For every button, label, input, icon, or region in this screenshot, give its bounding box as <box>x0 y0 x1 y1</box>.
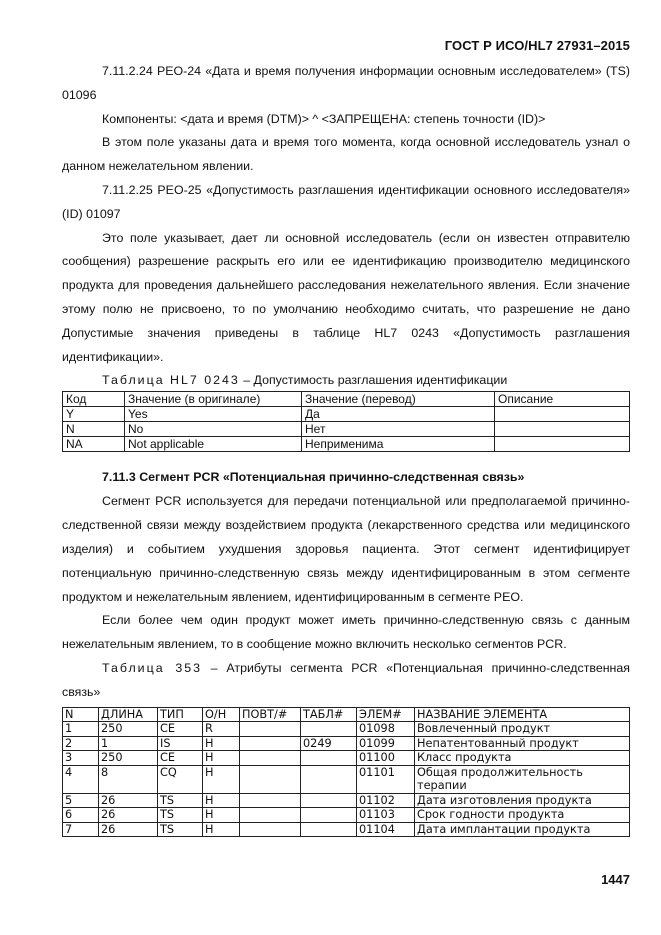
table-cell: Общая продолжительность терапии <box>415 765 630 793</box>
table-cell: 01101 <box>357 765 415 793</box>
table-cell <box>301 765 357 793</box>
table-cell: 8 <box>99 765 158 793</box>
table-cell: 1 <box>63 722 99 737</box>
table-cell: Н <box>203 736 240 751</box>
table-cell <box>301 822 357 837</box>
table-cell: TS <box>158 793 203 808</box>
table-cell: 01102 <box>357 793 415 808</box>
table-0243-caption <box>62 369 630 391</box>
section-peo24-components: Компоненты: <дата и время (DTM)> ^ <ЗАПРЕЩЕНА: степень точности (ID)> <box>102 111 546 126</box>
table-cell: 26 <box>99 822 158 837</box>
table-cell <box>301 722 357 737</box>
table-header-cell: Описание <box>495 392 630 407</box>
table-cell: 7 <box>63 822 99 837</box>
table-header-cell: ТАБЛ# <box>301 707 357 722</box>
table-cell: Да <box>302 407 495 422</box>
table-cell: 26 <box>99 808 158 823</box>
table-row <box>63 736 630 751</box>
table-header-cell: О/Н <box>203 707 240 722</box>
section-peo24-title: 7.11.2.24 PEO-24 «Дата и время получения информации основным исследователем» (TS) 01096 <box>62 64 630 102</box>
table-header-cell: НАЗВАНИЕ ЭЛЕМЕНТА <box>415 707 630 722</box>
table-header-row <box>63 392 630 407</box>
table-cell: 6 <box>63 808 99 823</box>
table-header-cell: ПОВТ/# <box>240 707 301 722</box>
table-row <box>63 422 630 437</box>
table-cell: 3 <box>63 751 99 766</box>
table-cell <box>240 751 301 766</box>
table-cell <box>240 808 301 823</box>
table-cell: 5 <box>63 793 99 808</box>
table-header-cell: Значение (перевод) <box>302 392 495 407</box>
table-row <box>63 793 630 808</box>
section-peo25-title: 7.11.2.25 PEO-25 «Допустимость разглашения идентификации основного исследователя» (ID) 01097 <box>62 182 630 221</box>
table-cell <box>240 736 301 751</box>
table-cell <box>495 422 630 437</box>
table-cell: 01098 <box>357 722 415 737</box>
table-cell: Н <box>203 822 240 837</box>
table-cell: No <box>125 422 302 437</box>
table-cell: Н <box>203 751 240 766</box>
table-cell <box>240 822 301 837</box>
table-cell: Непатентованный продукт <box>415 736 630 751</box>
page-number: 1447 <box>601 872 630 887</box>
table-cell: 01104 <box>357 822 415 837</box>
table-cell: R <box>203 722 240 737</box>
section-peo25-body: Это поле указывает, дает ли основной исследователь (если он известен отправителю сообщения) разрешение раскрыть его или ее идентификацию производителю медицинского продукта для проведения дальнейшего расследования нежелательного явления. Если значение этому полю не присвоено, то по умолчанию необходимо считать, что разрешение не дано Допустимые значения приведены в таблице HL7 0243 «Допустимость разглашения идентификации». <box>62 230 630 364</box>
table-cell: TS <box>158 808 203 823</box>
table-cell: 01099 <box>357 736 415 751</box>
table-cell: Класс продукта <box>415 751 630 766</box>
section-pcr-para2: Если более чем один продукт может иметь причинно-следственную связь с данным нежелательным явлением, то в сообщение можно включить несколько сегментов PCR. <box>62 613 630 652</box>
table-cell: 01100 <box>357 751 415 766</box>
table-cell <box>301 751 357 766</box>
table-cell: Y <box>63 407 125 422</box>
table-row <box>63 751 630 766</box>
table-cell: CE <box>158 722 203 737</box>
table-cell: Yes <box>125 407 302 422</box>
table-cell: CE <box>158 751 203 766</box>
table-row <box>63 722 630 737</box>
table-cell <box>301 808 357 823</box>
table-cell <box>240 765 301 793</box>
table-cell <box>240 793 301 808</box>
table-cell: Срок годности продукта <box>415 808 630 823</box>
section-pcr-heading: 7.11.3 Сегмент PCR «Потенциальная причинно-следственная связь» <box>102 470 525 485</box>
table-cell: Н <box>203 808 240 823</box>
table-cell: Дата изготовления продукта <box>415 793 630 808</box>
table-cell: 250 <box>99 722 158 737</box>
section-pcr-para1: Сегмент PCR используется для передачи потенциальной или предполагаемой причинно-следственной связи между воздействием продукта (лекарственного средства или медицинского изделия) и событием ухудшения здоровья пациента. Этот сегмент идентифицирует потенциальную причинно-следственную связь между идентифицированным в этом сегменте продуктом и нежелательным явлением, идентифицированным в сегменте PEO. <box>62 494 630 604</box>
table-cell: TS <box>158 822 203 837</box>
table-cell: Н <box>203 765 240 793</box>
table-cell: Нет <box>302 422 495 437</box>
table-header-cell: ДЛИНА <box>99 707 158 722</box>
page-content <box>62 60 630 837</box>
table-cell: Н <box>203 793 240 808</box>
table-cell: 1 <box>99 736 158 751</box>
table-cell <box>301 793 357 808</box>
table-cell: 0249 <box>301 736 357 751</box>
table-cell: Вовлеченный продукт <box>415 722 630 737</box>
table-0243 <box>62 391 630 452</box>
table-cell: 4 <box>63 765 99 793</box>
table-cell: IS <box>158 736 203 751</box>
document-header: ГОСТ Р ИСО/HL7 27931–2015 <box>444 38 630 53</box>
table-353-caption <box>62 657 630 705</box>
table-353-caption-title: – Атрибуты сегмента PCR «Потенциальная причинно-следственная связь» <box>62 660 630 699</box>
table-cell: 26 <box>99 793 158 808</box>
table-row <box>63 437 630 452</box>
table-cell: 250 <box>99 751 158 766</box>
table-353 <box>62 707 630 838</box>
table-cell <box>495 407 630 422</box>
table-353-caption-label: Таблица 353 <box>102 660 203 675</box>
table-row <box>63 765 630 793</box>
table-cell: Неприменима <box>302 437 495 452</box>
table-cell: CQ <box>158 765 203 793</box>
table-header-cell: N <box>63 707 99 722</box>
table-cell: 2 <box>63 736 99 751</box>
table-cell <box>495 437 630 452</box>
table-header-cell: Код <box>63 392 125 407</box>
table-row <box>63 407 630 422</box>
table-cell: N <box>63 422 125 437</box>
table-header-cell: ТИП <box>158 707 203 722</box>
table-cell: 01103 <box>357 808 415 823</box>
table-cell: Дата имплантации продукта <box>415 822 630 837</box>
table-0243-caption-title: – Допустимость разглашения идентификации <box>239 373 508 388</box>
table-header-row <box>63 707 630 722</box>
table-cell: Not applicable <box>125 437 302 452</box>
section-peo24-body: В этом поле указаны дата и время того момента, когда основной исследователь узнал о данном нежелательном явлении. <box>62 135 630 174</box>
table-header-cell: Значение (в оригинале) <box>125 392 302 407</box>
table-row <box>63 822 630 837</box>
table-0243-caption-label: Таблица HL7 0243 <box>102 373 240 388</box>
table-cell <box>240 722 301 737</box>
table-header-cell: ЭЛЕМ# <box>357 707 415 722</box>
table-cell: NA <box>63 437 125 452</box>
table-row <box>63 808 630 823</box>
